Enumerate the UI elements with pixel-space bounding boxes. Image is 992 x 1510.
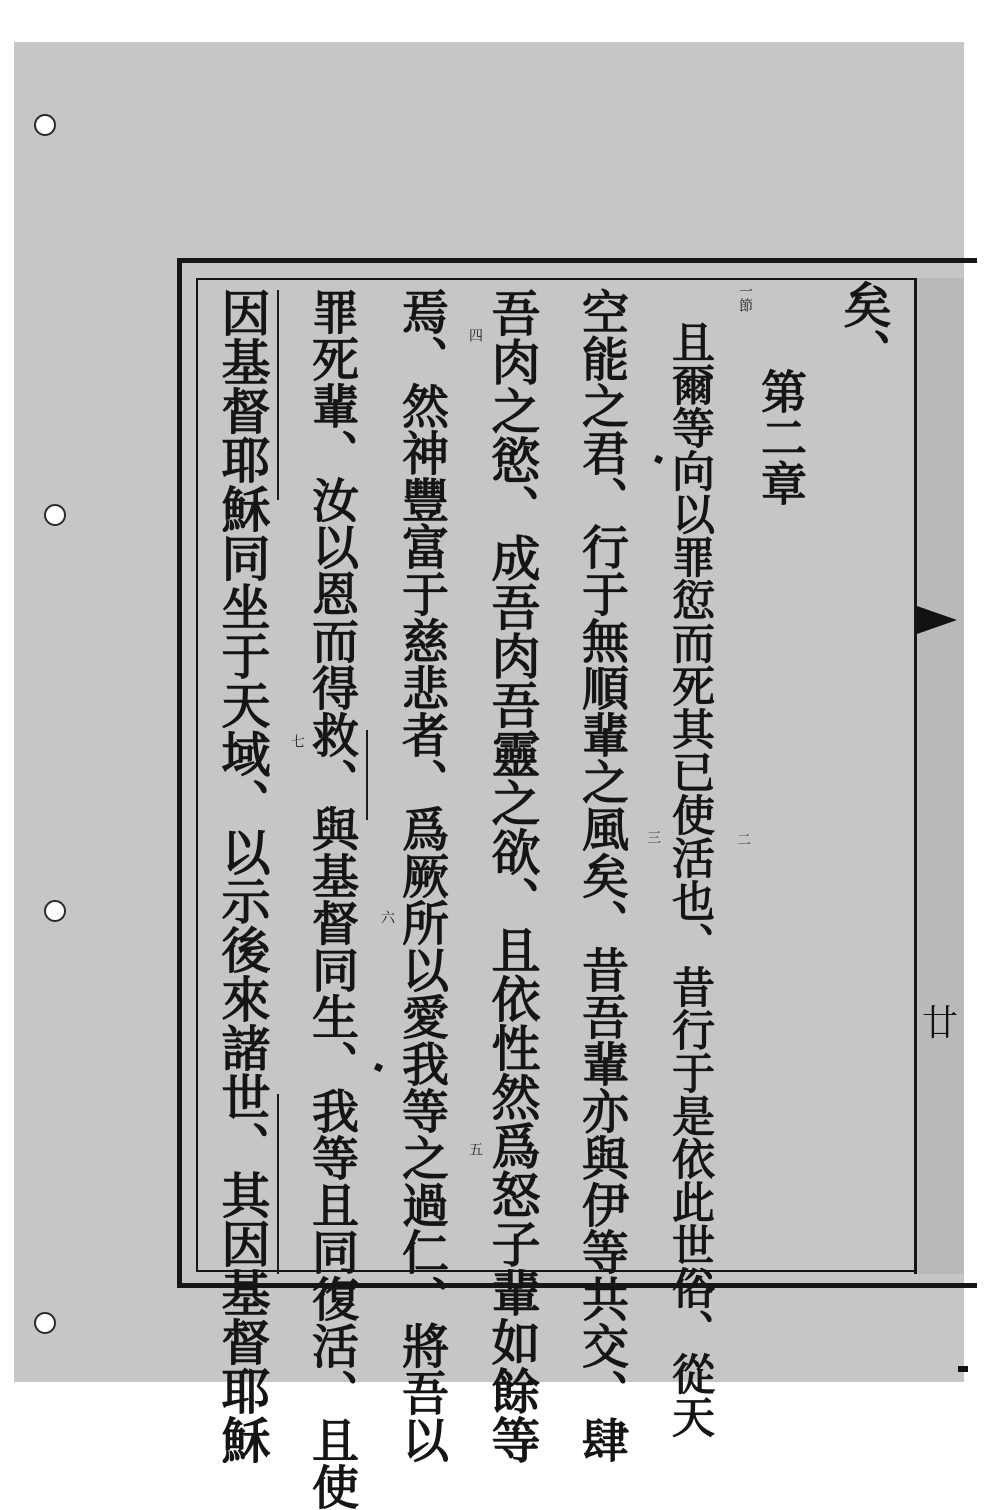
- binder-hole-3: [44, 900, 66, 922]
- fish-tail-mark: [917, 606, 957, 634]
- verse-marker-3: 三: [645, 830, 661, 844]
- binder-hole-4: [34, 1312, 56, 1334]
- proper-name-mark-3: [366, 730, 368, 820]
- text-column-3: 且爾等向以罪愆而死其已使活也、昔行于是依此世俗、從天: [665, 320, 715, 1438]
- text-column-7: 罪死輩、汝以恩而得救、與基督同生、我等且同復活、且使: [304, 288, 359, 1510]
- verse-marker-5: 五: [467, 1142, 483, 1156]
- fold-divider-line: [914, 278, 917, 1274]
- text-column-6: 焉、然神豐富于慈悲者、爲厥所以愛我等之過仁、將吾以: [394, 288, 449, 1463]
- text-column-1: 矣、: [834, 280, 892, 377]
- verse-marker-7: 七: [289, 734, 305, 748]
- verse-marker-4: 四: [467, 328, 483, 342]
- page-number-glyph: 廿: [922, 1003, 959, 1044]
- text-column-5: 吾肉之慾、成吾肉吾靈之欲、且依性然爲怒子輩如餘等: [484, 288, 542, 1464]
- proper-name-mark-2: [277, 1094, 279, 1274]
- scan-edge-mark: [958, 1366, 968, 1372]
- proper-name-mark-1: [277, 290, 279, 500]
- binder-hole-1: [34, 114, 56, 136]
- binder-hole-2: [44, 504, 66, 526]
- verse-marker-1: 一節: [737, 284, 753, 312]
- verse-marker-6: 六: [379, 910, 395, 924]
- text-column-8: 因基督耶穌同坐于天域、以示後來諸世、其因基督耶穌: [214, 288, 272, 1464]
- chapter-heading: 第二章: [754, 368, 808, 506]
- page-fold-margin: [917, 278, 964, 1274]
- text-column-4: 空能之君、行于無順輩之風矣、昔吾輩亦與伊等共交、肆: [574, 288, 629, 1463]
- verse-marker-2: 二: [735, 832, 751, 846]
